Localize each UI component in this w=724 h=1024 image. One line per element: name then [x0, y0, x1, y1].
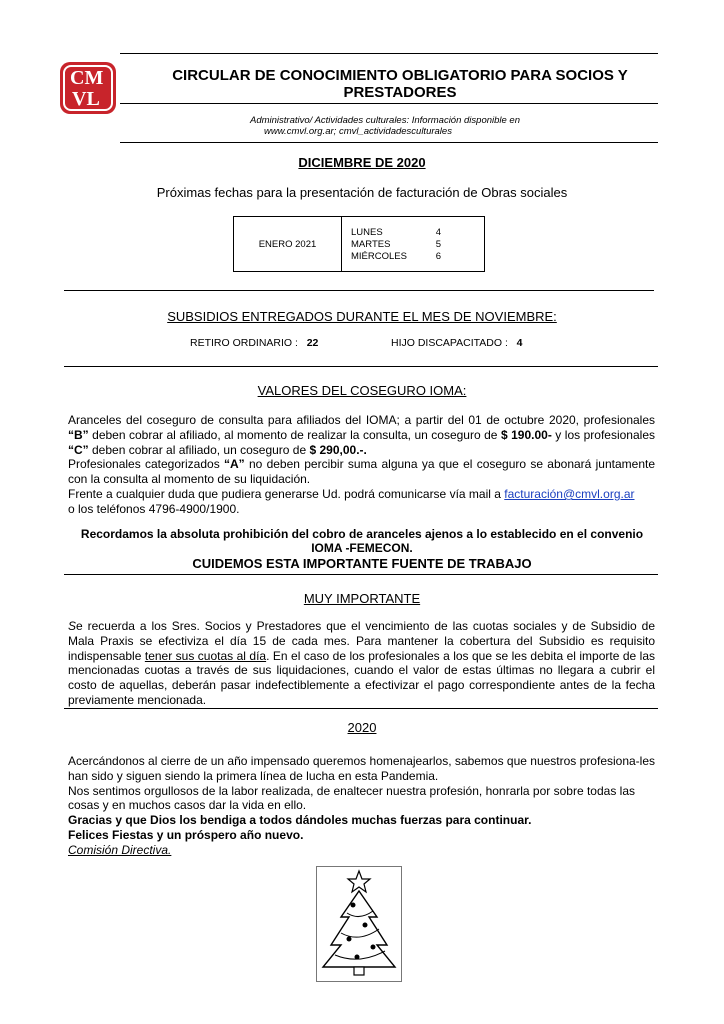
prohibicion-notice: Recordamos la absoluta prohibición del cobro de aranceles ajenos a lo establecido en el convenio IOMA -FEMECON.	[80, 527, 644, 555]
day-row: LUNES 4	[351, 227, 441, 238]
billing-dates-table	[233, 216, 485, 272]
billing-email-link[interactable]: facturación@cmvl.org.ar	[504, 486, 635, 501]
billing-days	[351, 227, 441, 263]
signature: Comisión Directiva.	[68, 842, 172, 857]
section-rule	[64, 366, 658, 367]
retiro-ordinario: RETIRO ORDINARIO : 22	[190, 337, 319, 349]
billing-dates-intro: Próximas fechas para la presentación de facturación de Obras sociales	[156, 185, 568, 200]
header-bottom-rule	[120, 142, 658, 143]
top-rule	[120, 53, 658, 54]
title-rule	[120, 103, 658, 104]
hijo-discapacitado: HIJO DISCAPACITADO : 4	[391, 337, 523, 349]
admin-info: Administrativo/ Actividades culturales: Información disponible en www.cmvl.org.ar; cmvl_actividadesculturales	[250, 115, 521, 137]
coseguro-title: VALORES DEL COSEGURO IOMA:	[257, 383, 467, 398]
cmvl-logo: CM VL	[60, 62, 116, 114]
section-rule	[64, 290, 654, 291]
section-rule	[64, 574, 658, 575]
page-title: CIRCULAR DE CONOCIMIENTO OBLIGATORIO PARA SOCIOS Y PRESTADORES	[172, 67, 628, 101]
coseguro-text: Aranceles del coseguro de consulta para afiliados del IOMA; a partir del 01 de octubre 2020, profesionales “B” deben cobrar al afiliado, al momento de realizar la consulta, un coseguro de $ 190.00- y los profesionales “C” deben cobrar al afiliado, un coseguro de $ 290,00.-. Profesionales categorizados “A” no deben percibir suma alguna ya que el coseguro se abonará juntamente con la consulta al momento de su liquidación. Frente a cualquier duda que pudiera generarse Ud. podrá comunicarse vía mail a facturación@cmvl.org.ar o los teléfonos 4796-4900/1900.	[68, 413, 656, 516]
section-rule	[64, 708, 658, 709]
muy-importante-title: MUY IMPORTANTE	[303, 591, 421, 606]
christmas-tree-icon	[316, 866, 402, 982]
year-title: 2020	[347, 720, 377, 735]
muy-importante-text: Se recuerda a los Sres. Socios y Prestadores que el vencimiento de las cuotas sociales y de Subsidio de Mala Praxis se efectiviza el día 15 de cada mes. Para mantener la cobertura del Subsidio es requisito indispensable tener sus cuotas al día. En el caso de los profesionales a los que se les debita el importe de las mencionadas cuotas a través de sus liquidaciones, cuando el valor de estas últimas no llegara a cubrir el costo de aquellas, deberán pasar indefectiblemente a efectivizar el pago correspondiente antes de la fecha previamente mencionada.	[68, 619, 655, 707]
billing-month: ENERO 2021	[258, 239, 317, 250]
subsidios-title: SUBSIDIOS ENTREGADOS DURANTE EL MES DE NOVIEMBRE:	[167, 309, 557, 324]
month-title: DICIEMBRE DE 2020	[298, 155, 426, 170]
cuidemos-banner: CUIDEMOS ESTA IMPORTANTE FUENTE DE TRABAJO	[192, 556, 532, 571]
day-row: MIÉRCOLES 6	[351, 251, 441, 262]
day-row: MARTES 5	[351, 239, 441, 250]
year-text: Acercándonos al cierre de un año impensado queremos homenajearlos, sabemos que nuestros profesiona-les han sido y siguen siendo la primera línea de lucha en esta Pandemia. Nos sentimos orgullosos de la labor realizada, de enaltecer nuestra profesión, honrarla por sobre todas las cosas y en muchos casos dar la vida en ello. Gracias y que Dios los bendiga a todos dándoles muchas fuerzas para continuar. Felices Fiestas y un próspero año nuevo. Comisión Directiva.	[68, 754, 656, 857]
